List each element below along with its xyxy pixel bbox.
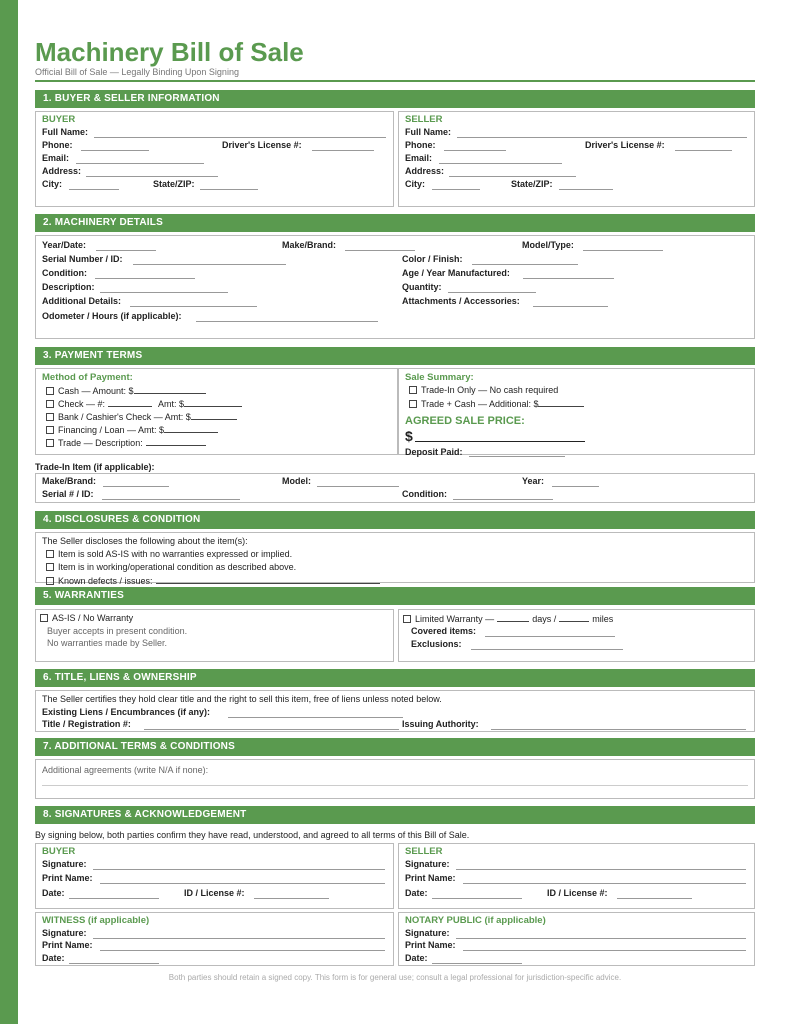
seller-signature-field[interactable] <box>456 859 746 870</box>
seller-id-license-label: ID / License #: <box>547 888 608 898</box>
agreed-sale-price-field[interactable] <box>415 431 585 442</box>
payment-method-box <box>35 368 398 455</box>
trade-in-serial-label: Serial # / ID: <box>42 489 94 499</box>
seller-phone-field[interactable] <box>444 140 506 151</box>
section-5-header: 5. WARRANTIES <box>35 587 755 605</box>
working-condition-checkbox[interactable] <box>46 563 54 571</box>
color-finish-field[interactable] <box>472 254 578 265</box>
trade-description-field[interactable] <box>146 437 206 446</box>
agreed-sale-price-label: AGREED SALE PRICE: <box>405 415 525 427</box>
age-year-label: Age / Year Manufactured: <box>402 268 510 278</box>
cash-amount-field[interactable] <box>134 385 206 394</box>
liens-field[interactable] <box>228 707 403 718</box>
payment-check-option[interactable] <box>46 398 242 410</box>
trade-in-model-label: Model: <box>282 476 311 486</box>
as-is-warranty-label: AS-IS / No Warranty <box>52 613 134 623</box>
age-year-field[interactable] <box>523 268 614 279</box>
odometer-label: Odometer / Hours (if applicable): <box>42 311 182 321</box>
buyer-info-box <box>35 111 394 207</box>
seller-print-name-label: Print Name: <box>405 873 456 883</box>
buyer-print-name-field[interactable] <box>100 873 385 884</box>
seller-print-name-field[interactable] <box>463 873 746 884</box>
additional-terms-field[interactable] <box>42 775 748 786</box>
buyer-id-license-label: ID / License #: <box>184 888 245 898</box>
buyer-date-field[interactable] <box>69 888 159 899</box>
trade-cash-checkbox[interactable] <box>409 400 417 408</box>
model-type-field[interactable] <box>583 240 663 251</box>
bank-amount-field[interactable] <box>191 411 237 420</box>
trade-in-only-label: Trade-In Only — No cash required <box>421 385 559 395</box>
odometer-field[interactable] <box>196 311 378 322</box>
limited-warranty-label-a: Limited Warranty — <box>415 614 495 624</box>
left-accent-bar <box>0 0 18 1024</box>
section-1-header: 1. BUYER & SELLER INFORMATION <box>35 90 755 108</box>
limited-warranty-label-b: days / <box>532 614 557 624</box>
seller-date-field[interactable] <box>432 888 522 899</box>
serial-number-label: Serial Number / ID: <box>42 254 123 264</box>
as-is-disclosure-checkbox[interactable] <box>46 550 54 558</box>
trade-in-model-field[interactable] <box>317 476 399 487</box>
disclosures-intro: The Seller discloses the following about the item(s): <box>42 536 248 546</box>
buyer-signature-box <box>35 843 394 909</box>
footer-note: Both parties should retain a signed copy. This form is for general use; consult a legal professional for jurisdiction-specific advice. <box>168 973 622 982</box>
seller-signature-label: Signature: <box>405 859 450 869</box>
section-4-header: 4. DISCLOSURES & CONDITION <box>35 511 755 529</box>
buyer-phone-field[interactable] <box>81 140 149 151</box>
check-number-field[interactable] <box>108 398 152 407</box>
as-is-warranty-option[interactable] <box>40 613 133 624</box>
check-amount-label: Amt: $ <box>158 399 185 409</box>
attachments-label: Attachments / Accessories: <box>402 296 520 306</box>
buyer-id-license-field[interactable] <box>254 888 329 899</box>
notary-date-field[interactable] <box>432 953 522 964</box>
signature-statement: By signing below, both parties confirm they have read, understood, and agreed to all terms of this Bill of Sale. <box>35 830 470 840</box>
witness-date-label: Date: <box>42 953 65 963</box>
financing-label: Financing / Loan — Amt: $ <box>58 425 165 435</box>
buyer-city-label: City: <box>42 179 62 189</box>
seller-email-field[interactable] <box>439 153 562 164</box>
notary-signature-field[interactable] <box>456 928 746 939</box>
known-defects-checkbox[interactable] <box>46 577 54 585</box>
payment-financing-option[interactable] <box>46 424 218 436</box>
machinery-details-box <box>35 235 755 339</box>
buyer-full-name-field[interactable] <box>94 127 386 138</box>
known-defects-option[interactable] <box>46 575 380 587</box>
notary-date-label: Date: <box>405 953 428 963</box>
seller-city-label: City: <box>405 179 425 189</box>
trade-in-only-checkbox[interactable] <box>409 386 417 394</box>
financing-checkbox[interactable] <box>46 426 54 434</box>
make-brand-label: Make/Brand: <box>282 240 337 250</box>
description-field[interactable] <box>100 282 228 293</box>
buyer-email-field[interactable] <box>76 153 204 164</box>
seller-license-label: Driver's License #: <box>585 140 665 150</box>
additional-terms-box <box>35 759 755 799</box>
covered-items-label: Covered items: <box>411 626 477 636</box>
cash-checkbox[interactable] <box>46 387 54 395</box>
warranty-days-field[interactable] <box>497 613 529 622</box>
liens-label: Existing Liens / Encumbrances (if any): <box>42 707 211 717</box>
sale-summary-heading: Sale Summary: <box>405 372 474 383</box>
trade-in-year-label: Year: <box>522 476 545 486</box>
buyer-address-label: Address: <box>42 166 82 176</box>
additional-terms-prompt: Additional agreements (write N/A if none): <box>42 765 209 775</box>
notary-box <box>398 912 755 966</box>
as-is-note-2: No warranties made by Seller. <box>47 638 168 648</box>
additional-details-label: Additional Details: <box>42 296 122 306</box>
make-brand-field[interactable] <box>345 240 415 251</box>
deposit-paid-label: Deposit Paid: <box>405 447 463 457</box>
seller-state-zip-field[interactable] <box>559 179 613 190</box>
payment-trade-option[interactable] <box>46 437 206 449</box>
witness-signature-field[interactable] <box>93 928 385 939</box>
page-subtitle: Official Bill of Sale — Legally Binding Upon Signing <box>35 67 239 77</box>
trade-cash-option[interactable] <box>409 398 584 410</box>
seller-heading: SELLER <box>405 114 443 125</box>
payment-bank-option[interactable] <box>46 411 237 423</box>
section-7-header: 7. ADDITIONAL TERMS & CONDITIONS <box>35 738 755 756</box>
witness-date-field[interactable] <box>69 953 159 964</box>
as-is-disclosure-label: Item is sold AS-IS with no warranties expressed or implied. <box>58 549 293 559</box>
exclusions-label: Exclusions: <box>411 639 462 649</box>
trade-in-make-field[interactable] <box>103 476 169 487</box>
bank-checkbox[interactable] <box>46 413 54 421</box>
seller-id-license-field[interactable] <box>617 888 692 899</box>
buyer-state-zip-label: State/ZIP: <box>153 179 195 189</box>
clear-title-statement: The Seller certifies they hold clear title and the right to sell this item, free of liens unless noted below. <box>42 694 442 704</box>
witness-signature-label: Signature: <box>42 928 87 938</box>
working-condition-option[interactable] <box>46 562 296 573</box>
buyer-license-label: Driver's License #: <box>222 140 302 150</box>
section-8-header: 8. SIGNATURES & ACKNOWLEDGEMENT <box>35 806 755 824</box>
check-checkbox[interactable] <box>46 400 54 408</box>
seller-signature-box <box>398 843 755 909</box>
seller-license-field[interactable] <box>675 140 732 151</box>
buyer-signature-heading: BUYER <box>42 846 76 857</box>
trade-cash-amount-field[interactable] <box>538 398 584 407</box>
cash-label: Cash — Amount: $ <box>58 386 134 396</box>
buyer-address-field[interactable] <box>86 166 218 177</box>
trade-checkbox[interactable] <box>46 439 54 447</box>
limited-warranty-checkbox[interactable] <box>403 615 411 623</box>
notary-print-name-label: Print Name: <box>405 940 456 950</box>
dollar-sign: $ <box>405 428 413 444</box>
sale-summary-box <box>398 368 755 455</box>
year-date-label: Year/Date: <box>42 240 87 250</box>
buyer-date-label: Date: <box>42 888 65 898</box>
buyer-full-name-label: Full Name: <box>42 127 89 137</box>
as-is-note-1: Buyer accepts in present condition. <box>47 626 188 636</box>
condition-label: Condition: <box>42 268 87 278</box>
attachments-field[interactable] <box>533 296 608 307</box>
page-title: Machinery Bill of Sale <box>35 37 304 67</box>
as-is-warranty-checkbox[interactable] <box>40 614 48 622</box>
trade-in-year-field[interactable] <box>552 476 599 487</box>
bank-label: Bank / Cashier's Check — Amt: $ <box>58 412 191 422</box>
title-divider <box>35 80 755 82</box>
notary-heading: NOTARY PUBLIC (if applicable) <box>405 915 546 926</box>
buyer-heading: BUYER <box>42 114 76 125</box>
payment-method-heading: Method of Payment: <box>42 372 133 383</box>
disclosures-box <box>35 532 755 586</box>
financing-amount-field[interactable] <box>164 424 218 433</box>
trade-in-only-option[interactable] <box>409 385 558 396</box>
buyer-signature-field[interactable] <box>93 859 385 870</box>
buyer-email-label: Email: <box>42 153 70 163</box>
seller-full-name-label: Full Name: <box>405 127 452 137</box>
trade-in-make-label: Make/Brand: <box>42 476 97 486</box>
trade-in-serial-field[interactable] <box>102 489 240 500</box>
known-defects-label: Known defects / issues: <box>58 576 153 586</box>
trade-cash-label: Trade + Cash — Additional: $ <box>421 399 539 409</box>
issuing-authority-field[interactable] <box>491 719 746 730</box>
description-label: Description: <box>42 282 95 292</box>
seller-full-name-field[interactable] <box>457 127 747 138</box>
trade-in-box <box>35 473 755 503</box>
title-liens-box <box>35 690 755 732</box>
color-finish-label: Color / Finish: <box>402 254 463 264</box>
exclusions-field[interactable] <box>471 639 623 650</box>
section-3-header: 3. PAYMENT TERMS <box>35 347 755 365</box>
limited-warranty-option[interactable] <box>403 613 613 625</box>
buyer-state-zip-field[interactable] <box>200 179 258 190</box>
seller-date-label: Date: <box>405 888 428 898</box>
known-defects-field[interactable] <box>156 575 380 584</box>
buyer-license-field[interactable] <box>312 140 374 151</box>
quantity-label: Quantity: <box>402 282 442 292</box>
as-is-disclosure-option[interactable] <box>46 549 292 560</box>
buyer-city-field[interactable] <box>69 179 119 190</box>
condition-field[interactable] <box>95 268 195 279</box>
seller-signature-heading: SELLER <box>405 846 443 857</box>
trade-in-condition-field[interactable] <box>453 489 553 500</box>
trade-label: Trade — Description: <box>58 438 143 448</box>
title-registration-label: Title / Registration #: <box>42 719 131 729</box>
buyer-signature-label: Signature: <box>42 859 87 869</box>
serial-number-field[interactable] <box>133 254 286 265</box>
check-label: Check — #: <box>58 399 106 409</box>
as-is-warranty-box <box>35 609 394 662</box>
limited-warranty-box <box>398 609 755 662</box>
deposit-paid-field[interactable] <box>469 446 565 457</box>
section-6-header: 6. TITLE, LIENS & OWNERSHIP <box>35 669 755 687</box>
seller-email-label: Email: <box>405 153 433 163</box>
limited-warranty-label-c: miles <box>592 614 614 624</box>
model-type-label: Model/Type: <box>522 240 574 250</box>
buyer-print-name-label: Print Name: <box>42 873 93 883</box>
seller-address-field[interactable] <box>449 166 576 177</box>
issuing-authority-label: Issuing Authority: <box>402 719 479 729</box>
section-2-header: 2. MACHINERY DETAILS <box>35 214 755 232</box>
witness-print-name-field[interactable] <box>100 940 385 951</box>
working-condition-label: Item is in working/operational condition as described above. <box>58 562 297 572</box>
title-registration-field[interactable] <box>144 719 399 730</box>
year-date-field[interactable] <box>96 240 156 251</box>
trade-in-heading: Trade-In Item (if applicable): <box>35 462 155 472</box>
seller-city-field[interactable] <box>432 179 480 190</box>
seller-info-box <box>398 111 755 207</box>
witness-heading: WITNESS (if applicable) <box>42 915 150 926</box>
seller-phone-label: Phone: <box>405 140 436 150</box>
additional-details-field[interactable] <box>130 296 257 307</box>
witness-box <box>35 912 394 966</box>
check-amount-field[interactable] <box>184 398 242 407</box>
notary-signature-label: Signature: <box>405 928 450 938</box>
witness-print-name-label: Print Name: <box>42 940 93 950</box>
seller-state-zip-label: State/ZIP: <box>511 179 553 189</box>
seller-address-label: Address: <box>405 166 445 176</box>
trade-in-condition-label: Condition: <box>402 489 447 499</box>
covered-items-field[interactable] <box>485 626 615 637</box>
payment-cash-option[interactable] <box>46 385 206 397</box>
warranty-miles-field[interactable] <box>559 613 589 622</box>
notary-print-name-field[interactable] <box>463 940 746 951</box>
buyer-phone-label: Phone: <box>42 140 73 150</box>
quantity-field[interactable] <box>448 282 536 293</box>
